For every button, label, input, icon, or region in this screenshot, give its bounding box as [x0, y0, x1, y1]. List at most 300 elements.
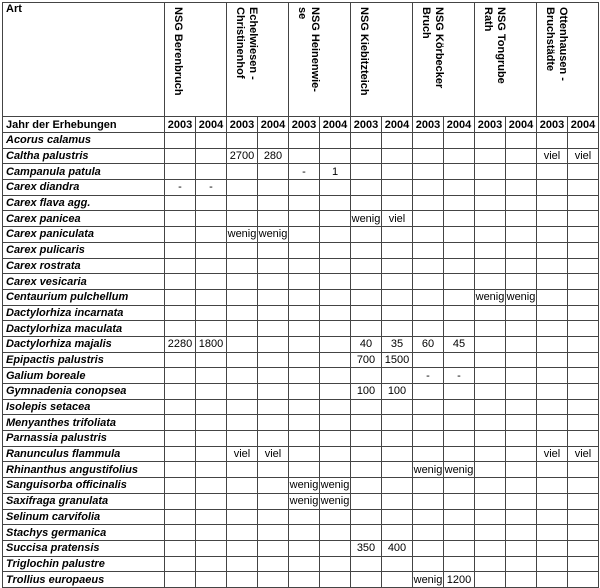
table-row	[3, 274, 599, 290]
value-cell	[475, 462, 506, 478]
value-cell	[258, 462, 289, 478]
value-cell	[289, 572, 320, 588]
species-name: Carex pulicaris	[3, 242, 165, 258]
value-cell	[289, 384, 320, 400]
value-cell	[258, 195, 289, 211]
value-cell	[196, 525, 227, 541]
value-cell	[196, 133, 227, 149]
value-cell	[351, 399, 382, 415]
value-cell	[165, 540, 196, 556]
value-cell	[320, 242, 351, 258]
value-cell	[475, 399, 506, 415]
value-cell	[537, 556, 568, 572]
value-cell	[382, 399, 413, 415]
value-cell	[444, 164, 475, 180]
value-cell	[413, 211, 444, 227]
value-cell	[382, 368, 413, 384]
value-cell	[413, 384, 444, 400]
value-cell	[444, 431, 475, 447]
value-cell	[351, 164, 382, 180]
table-row	[3, 556, 599, 572]
value-cell	[258, 274, 289, 290]
value-cell	[227, 415, 258, 431]
value-cell	[382, 462, 413, 478]
value-cell	[475, 572, 506, 588]
value-cell	[320, 305, 351, 321]
value-cell	[537, 509, 568, 525]
value-cell	[537, 478, 568, 494]
value-cell	[196, 352, 227, 368]
year-cell: 2003	[289, 117, 320, 133]
value-cell	[258, 525, 289, 541]
value-cell	[475, 478, 506, 494]
value-cell	[320, 462, 351, 478]
value-cell	[413, 540, 444, 556]
value-cell	[506, 148, 537, 164]
value-cell	[165, 305, 196, 321]
value-cell	[568, 227, 599, 243]
value-cell: wenig	[289, 479, 319, 492]
value-cell	[258, 431, 289, 447]
value-cell	[475, 227, 506, 243]
species-name: Ranunculus flammula	[3, 446, 165, 462]
species-name: Dactylorhiza incarnata	[3, 305, 165, 321]
value-cell	[382, 274, 413, 290]
value-cell	[196, 462, 227, 478]
value-cell	[351, 289, 382, 305]
year-cell: 2003	[475, 117, 506, 133]
value-cell	[258, 493, 289, 509]
value-cell	[568, 321, 599, 337]
value-cell	[382, 289, 413, 305]
value-cell	[413, 525, 444, 541]
value-cell	[320, 509, 351, 525]
value-cell	[227, 478, 258, 494]
value-cell	[444, 211, 475, 227]
value-cell	[227, 164, 258, 180]
value-cell	[475, 446, 506, 462]
site-header	[289, 3, 351, 117]
value-cell	[196, 556, 227, 572]
value-cell	[568, 525, 599, 541]
value-cell	[413, 321, 444, 337]
value-cell	[444, 274, 475, 290]
year-row-label: Jahr der Erhebungen	[3, 117, 165, 133]
value-cell	[506, 258, 537, 274]
value-cell	[196, 148, 227, 164]
value-cell	[568, 384, 599, 400]
value-cell	[165, 289, 196, 305]
value-cell	[258, 556, 289, 572]
value-cell	[568, 195, 599, 211]
value-cell: wenig	[289, 495, 319, 508]
site-header	[165, 3, 227, 117]
value-cell	[196, 164, 227, 180]
value-cell	[382, 227, 413, 243]
value-cell	[444, 321, 475, 337]
table-row	[3, 289, 599, 305]
value-cell	[382, 572, 413, 588]
value-cell	[320, 368, 351, 384]
value-cell	[475, 164, 506, 180]
site-name: NSG Heinenwie- se	[296, 7, 321, 92]
value-cell	[165, 368, 196, 384]
value-cell	[289, 446, 320, 462]
value-cell	[537, 227, 568, 243]
value-cell	[351, 305, 382, 321]
species-name: Acorus calamus	[3, 133, 165, 149]
species-name: Campanula patula	[3, 164, 165, 180]
value-cell	[413, 509, 444, 525]
year-cell: 2004	[258, 117, 289, 133]
value-cell: 35	[382, 336, 413, 352]
year-cell: 2004	[506, 117, 537, 133]
value-cell	[568, 258, 599, 274]
value-cell	[382, 148, 413, 164]
value-cell	[258, 509, 289, 525]
value-cell	[227, 525, 258, 541]
value-cell	[537, 431, 568, 447]
value-cell	[568, 180, 599, 196]
value-cell	[165, 211, 196, 227]
value-cell	[320, 431, 351, 447]
value-cell: wenig	[475, 291, 505, 304]
value-cell	[568, 352, 599, 368]
value-cell: 350	[351, 540, 382, 556]
species-name: Carex flava agg.	[3, 195, 165, 211]
value-cell	[289, 227, 320, 243]
value-cell	[227, 493, 258, 509]
value-cell	[475, 352, 506, 368]
value-cell: viel	[568, 148, 599, 164]
value-cell: wenig	[506, 291, 536, 304]
value-cell	[165, 525, 196, 541]
value-cell	[413, 195, 444, 211]
value-cell	[413, 148, 444, 164]
species-name: Trollius europaeus	[3, 572, 165, 588]
value-cell	[320, 415, 351, 431]
value-cell	[289, 525, 320, 541]
value-cell: 40	[351, 336, 382, 352]
value-cell	[444, 540, 475, 556]
value-cell	[444, 305, 475, 321]
value-cell	[537, 462, 568, 478]
value-cell: 700	[351, 352, 382, 368]
value-cell	[413, 164, 444, 180]
value-cell	[258, 305, 289, 321]
value-cell	[506, 305, 537, 321]
value-cell	[258, 415, 289, 431]
value-cell	[196, 493, 227, 509]
value-cell	[382, 525, 413, 541]
value-cell	[320, 195, 351, 211]
value-cell	[165, 352, 196, 368]
value-cell	[227, 305, 258, 321]
value-cell	[165, 133, 196, 149]
site-name: Ottenhausen - Bruchstädte	[544, 7, 569, 81]
value-cell	[537, 540, 568, 556]
value-cell: 280	[258, 148, 289, 164]
value-cell	[289, 352, 320, 368]
value-cell	[165, 195, 196, 211]
value-cell	[382, 493, 413, 509]
table-row	[3, 164, 599, 180]
value-cell	[382, 321, 413, 337]
value-cell	[227, 572, 258, 588]
value-cell	[258, 352, 289, 368]
value-cell	[351, 133, 382, 149]
value-cell	[568, 462, 599, 478]
value-cell	[320, 446, 351, 462]
value-cell	[227, 289, 258, 305]
table-row	[3, 399, 599, 415]
value-cell	[506, 211, 537, 227]
value-cell	[568, 556, 599, 572]
value-cell	[289, 399, 320, 415]
value-cell	[196, 540, 227, 556]
value-cell	[227, 462, 258, 478]
value-cell	[413, 258, 444, 274]
value-cell	[227, 321, 258, 337]
value-cell	[568, 305, 599, 321]
table-row	[3, 352, 599, 368]
value-cell	[568, 336, 599, 352]
value-cell	[320, 336, 351, 352]
site-name: Echelwiesen - Christinenhof	[234, 7, 259, 80]
value-cell: 1200	[444, 572, 475, 588]
value-cell	[444, 289, 475, 305]
value-cell	[413, 493, 444, 509]
value-cell	[320, 384, 351, 400]
value-cell	[568, 493, 599, 509]
value-cell	[196, 195, 227, 211]
species-name: Centaurium pulchellum	[3, 289, 165, 305]
value-cell	[351, 368, 382, 384]
value-cell	[351, 195, 382, 211]
value-cell	[413, 289, 444, 305]
value-cell	[165, 446, 196, 462]
value-cell: wenig	[320, 495, 350, 508]
value-cell	[537, 195, 568, 211]
table-row	[3, 148, 599, 164]
value-cell	[258, 180, 289, 196]
value-cell	[382, 509, 413, 525]
table-row	[3, 431, 599, 447]
value-cell: wenig	[444, 463, 474, 476]
species-name: Carex paniculata	[3, 227, 165, 243]
value-cell	[475, 493, 506, 509]
species-name: Carex panicea	[3, 211, 165, 227]
table-row	[3, 509, 599, 525]
site-name: NSG Berenbruch	[172, 7, 184, 96]
species-name: Stachys germanica	[3, 525, 165, 541]
table-row	[3, 180, 599, 196]
value-cell	[320, 227, 351, 243]
value-cell	[165, 509, 196, 525]
value-cell	[196, 572, 227, 588]
value-cell	[475, 180, 506, 196]
value-cell	[537, 572, 568, 588]
value-cell	[568, 509, 599, 525]
value-cell	[444, 478, 475, 494]
site-name: NSG Tongrube Rath	[482, 7, 507, 84]
value-cell	[382, 431, 413, 447]
value-cell	[506, 195, 537, 211]
year-cell: 2003	[165, 117, 196, 133]
year-cell: 2003	[351, 117, 382, 133]
value-cell	[506, 446, 537, 462]
value-cell	[413, 556, 444, 572]
species-name: Sanguisorba officinalis	[3, 478, 165, 494]
value-cell: -	[196, 180, 227, 196]
value-cell	[258, 242, 289, 258]
value-cell	[444, 446, 475, 462]
value-cell	[227, 509, 258, 525]
value-cell	[537, 368, 568, 384]
value-cell	[351, 462, 382, 478]
value-cell	[444, 493, 475, 509]
site-header	[351, 3, 413, 117]
value-cell	[351, 415, 382, 431]
value-cell	[289, 462, 320, 478]
value-cell	[568, 399, 599, 415]
value-cell	[351, 478, 382, 494]
value-cell	[289, 415, 320, 431]
value-cell	[568, 572, 599, 588]
value-cell	[320, 556, 351, 572]
value-cell	[568, 133, 599, 149]
value-cell: 45	[444, 336, 475, 352]
table-row	[3, 242, 599, 258]
site-header	[227, 3, 289, 117]
value-cell	[320, 352, 351, 368]
value-cell	[196, 415, 227, 431]
value-cell	[444, 384, 475, 400]
value-cell	[444, 509, 475, 525]
value-cell	[289, 148, 320, 164]
value-cell	[475, 148, 506, 164]
value-cell	[537, 525, 568, 541]
site-name: NSG Körbecker Bruch	[420, 7, 445, 89]
value-cell	[413, 478, 444, 494]
value-cell	[475, 258, 506, 274]
value-cell	[227, 274, 258, 290]
value-cell	[258, 133, 289, 149]
value-cell	[506, 525, 537, 541]
value-cell	[475, 384, 506, 400]
value-cell	[475, 133, 506, 149]
value-cell	[165, 431, 196, 447]
value-cell	[258, 289, 289, 305]
year-row	[3, 117, 599, 133]
value-cell	[196, 384, 227, 400]
value-cell: 100	[351, 384, 382, 400]
table-row	[3, 133, 599, 149]
year-cell: 2004	[382, 117, 413, 133]
value-cell	[320, 321, 351, 337]
value-cell	[506, 321, 537, 337]
table-row	[3, 446, 599, 462]
table-row	[3, 384, 599, 400]
species-name: Triglochin palustre	[3, 556, 165, 572]
value-cell	[227, 352, 258, 368]
value-cell	[320, 180, 351, 196]
value-cell	[258, 384, 289, 400]
value-cell	[320, 258, 351, 274]
value-cell	[413, 227, 444, 243]
value-cell	[475, 525, 506, 541]
table-row	[3, 336, 599, 352]
value-cell	[382, 164, 413, 180]
value-cell	[382, 478, 413, 494]
value-cell	[289, 195, 320, 211]
value-cell	[165, 321, 196, 337]
value-cell	[351, 572, 382, 588]
species-name: Galium boreale	[3, 368, 165, 384]
value-cell	[196, 509, 227, 525]
value-cell	[413, 180, 444, 196]
value-cell	[537, 399, 568, 415]
table-header	[3, 3, 599, 133]
value-cell: viel	[537, 446, 568, 462]
value-cell	[475, 195, 506, 211]
value-cell	[537, 180, 568, 196]
value-cell	[506, 462, 537, 478]
value-cell: 2700	[227, 148, 258, 164]
value-cell	[351, 242, 382, 258]
value-cell	[165, 399, 196, 415]
species-name: Parnassia palustris	[3, 431, 165, 447]
value-cell	[258, 572, 289, 588]
value-cell	[537, 321, 568, 337]
value-cell	[568, 431, 599, 447]
table-row	[3, 525, 599, 541]
value-cell	[289, 274, 320, 290]
species-name: Carex rostrata	[3, 258, 165, 274]
value-cell	[382, 180, 413, 196]
value-cell	[506, 493, 537, 509]
value-cell	[289, 258, 320, 274]
value-cell	[537, 164, 568, 180]
value-cell	[506, 274, 537, 290]
value-cell	[444, 242, 475, 258]
value-cell	[382, 258, 413, 274]
value-cell	[506, 133, 537, 149]
value-cell	[351, 148, 382, 164]
value-cell	[196, 446, 227, 462]
value-cell	[506, 180, 537, 196]
value-cell	[289, 431, 320, 447]
value-cell	[506, 164, 537, 180]
table-row	[3, 572, 599, 588]
species-survey-table	[2, 2, 599, 588]
value-cell	[289, 368, 320, 384]
value-cell	[444, 352, 475, 368]
value-cell	[258, 164, 289, 180]
value-cell	[165, 462, 196, 478]
species-name: Rhinanthus angustifolius	[3, 462, 165, 478]
site-header	[475, 3, 537, 117]
value-cell: wenig	[351, 212, 381, 225]
value-cell	[382, 415, 413, 431]
value-cell	[475, 274, 506, 290]
species-name: Gymnadenia conopsea	[3, 384, 165, 400]
value-cell	[568, 211, 599, 227]
value-cell	[258, 321, 289, 337]
table-row	[3, 321, 599, 337]
table-row	[3, 415, 599, 431]
value-cell	[506, 540, 537, 556]
